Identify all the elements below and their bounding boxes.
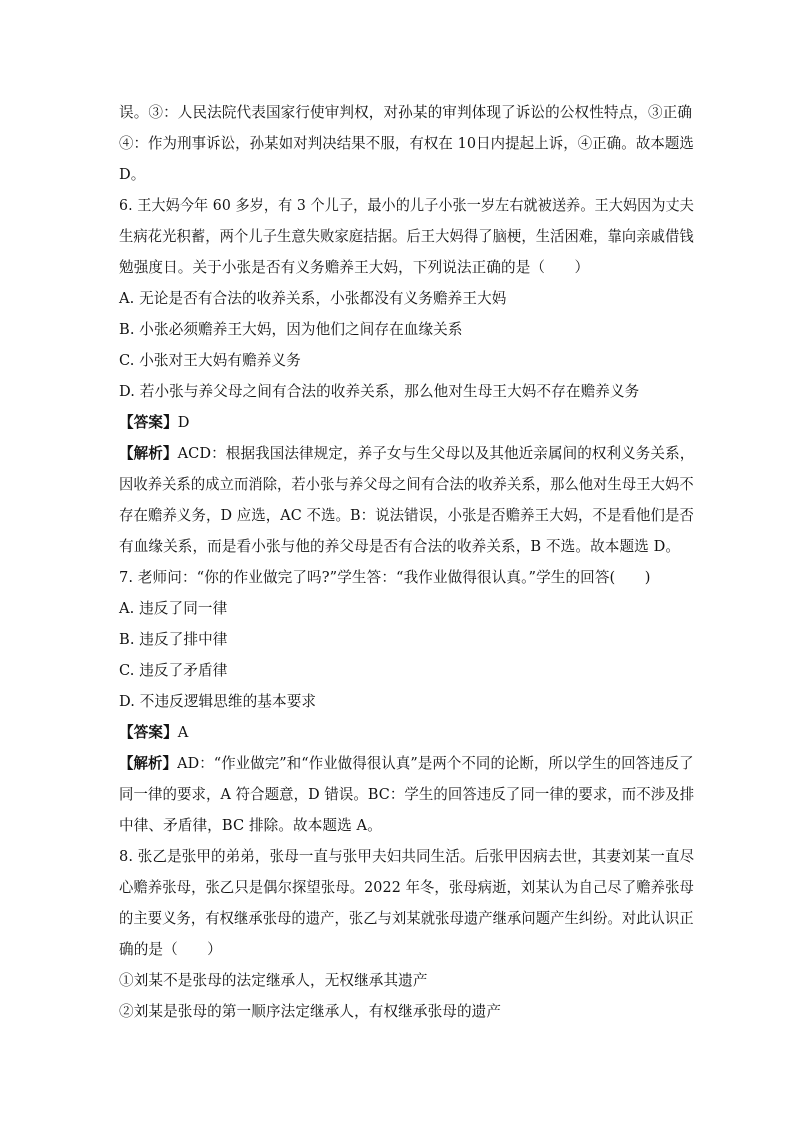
prev-analysis-line: D。 (119, 166, 146, 183)
question-7-analysis (119, 754, 694, 774)
question-7-stem: 7. 老师问：“你的作业做完了吗?”学生答：“我作业做得很认真。”学生的回答( ) (119, 569, 651, 586)
question-6-option-a: A. 无论是否有合法的收养关系，小张都没有义务赡养王大妈 (119, 290, 507, 307)
question-6-answer (119, 413, 190, 433)
question-6-option-d: D. 若小张与养父母之间有合法的收养关系，那么他对生母王大妈不存在赡养义务 (119, 383, 640, 400)
question-8-item-2: ②刘某是张母的第一顺序法定继承人，有权继承张母的遗产 (119, 1003, 502, 1020)
answer-label: 【答案】 (119, 414, 178, 431)
question-7-analysis: 中律、矛盾律，BC 排除。故本题选 A。 (119, 817, 382, 834)
question-8-stem: 的主要义务，有权继承张母的遗产，张乙与刘某就张母遗产继承问题产生纠纷。对此认识正 (119, 910, 694, 927)
question-8-item-1: ①刘某不是张母的法定继承人，无权继承其遗产 (119, 972, 428, 989)
question-6-analysis: 有血缘关系，而是看小张与他的养父母是否有合法的收养关系，B 不选。故本题选 D。 (119, 538, 681, 555)
question-6-stem: 6. 王大妈今年 60 多岁，有 3 个儿子，最小的儿子小张一岁左右就被送养。王大妈因为丈夫 (119, 197, 694, 214)
question-7-option-b: B. 违反了排中律 (119, 631, 228, 648)
question-6-option-b: B. 小张必须赡养王大妈，因为他们之间存在血缘关系 (119, 321, 463, 338)
question-7-option-d: D. 不违反逻辑思维的基本要求 (119, 693, 317, 710)
question-6-analysis: 因收养关系的成立而消除，若小张与养父母之间有合法的收养关系，那么他对生母王大妈不 (119, 476, 694, 493)
question-8-stem: 心赡养张母，张乙只是偶尔探望张母。2022 年冬，张母病逝，刘某认为自己尽了赡养张母 (119, 879, 694, 896)
analysis-label: 【解析】 (119, 445, 178, 462)
question-7-answer (119, 723, 188, 743)
question-7-analysis: 同一律的要求，A 符合题意，D 错误。BC：学生的回答违反了同一律的要求，而不涉及排 (119, 786, 695, 803)
question-7-option-a: A. 违反了同一律 (119, 600, 228, 617)
analysis-text: ACD：根据我国法律规定，养子女与生父母以及其他近亲属间的权利义务关系， (177, 445, 695, 462)
question-6-option-c: C. 小张对王大妈有赡养义务 (119, 352, 301, 369)
question-6-stem: 生病花光积蓄，两个儿子生意失败家庭拮据。后王大妈得了脑梗，生活困难，靠向亲戚借钱 (119, 228, 694, 245)
question-6-stem: 勉强度日。关于小张是否有义务赡养王大妈，下列说法正确的是（ ） (119, 259, 590, 276)
analysis-label: 【解析】 (119, 755, 178, 772)
question-8-stem: 8. 张乙是张甲的弟弟，张母一直与张甲夫妇共同生活。后张甲因病去世，其妻刘某一直尽 (119, 848, 695, 865)
answer-value: A (177, 724, 189, 741)
question-7-option-c: C. 违反了矛盾律 (119, 662, 228, 679)
prev-analysis-line: 误。③：人民法院代表国家行使审判权，对孙某的审判体现了诉讼的公权性特点，③正确 (119, 104, 693, 121)
prev-analysis-line: ④：作为刑事诉讼，孙某如对判决结果不服，有权在 10日内提起上诉，④正确。故本题选 (119, 135, 694, 152)
question-6-analysis: 存在赡养义务，D 应选，AC 不选。B：说法错误，小张是否赡养王大妈，不是看他们是否 (119, 507, 695, 524)
analysis-text: AD：“作业做完”和“作业做得很认真”是两个不同的论断，所以学生的回答违反了 (177, 755, 694, 772)
question-8-stem: 确的是（ ） (119, 941, 222, 958)
answer-label: 【答案】 (119, 724, 178, 741)
question-6-analysis (119, 444, 694, 464)
answer-value: D (177, 414, 190, 431)
